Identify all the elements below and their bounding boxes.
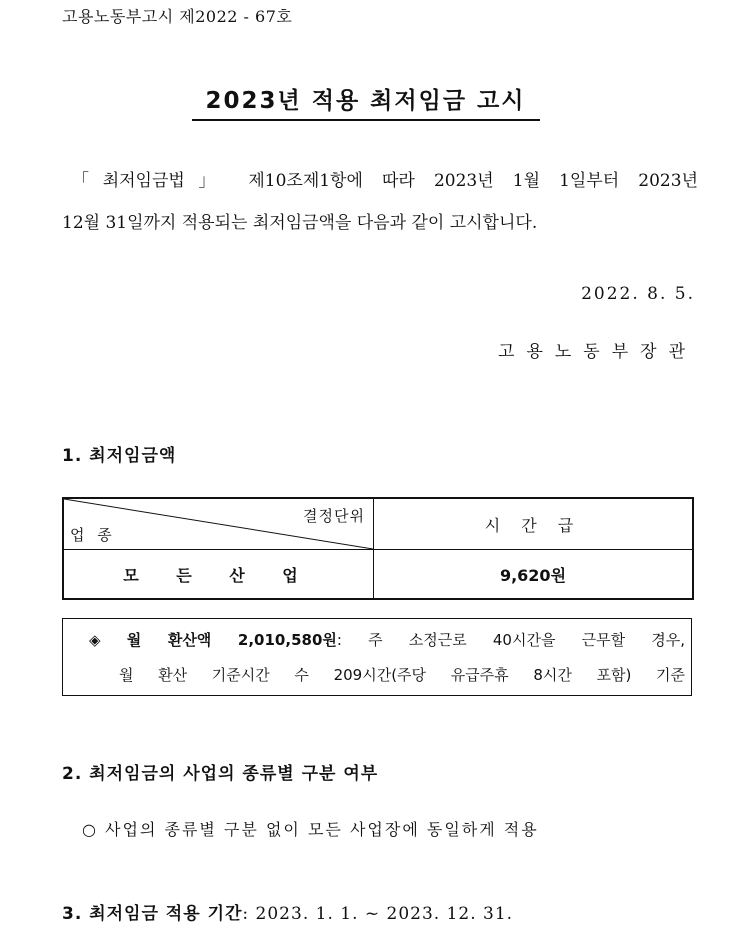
document-title-wrap <box>0 82 731 121</box>
note-bold-label: 월 환산액 2,010,580원 <box>126 631 337 649</box>
notice-body <box>62 160 698 244</box>
note-line2: 월 환산 기준시간 수 209시간(주당 유급주휴 8시간 포함) 기준 <box>119 666 685 684</box>
issuer-name: 고용노동부장관 <box>498 342 697 362</box>
section3-line <box>62 899 513 924</box>
table-header-row <box>63 498 693 550</box>
header-hourly: 시 간 급 <box>374 498 694 550</box>
minimum-wage-table <box>62 497 694 600</box>
diamond-bullet-icon: ◈ <box>89 631 101 649</box>
section3-period: : 2023. 1. 1. ~ 2023. 12. 31. <box>242 904 514 924</box>
notice-number: 고용노동부고시 제2022 - 67호 <box>62 7 293 26</box>
monthly-conversion-note <box>62 618 692 696</box>
section2-heading: 2. 최저임금의 사업의 종류별 구분 여부 <box>62 764 379 784</box>
notice-body-line1: 「최저임금법」 제10조제1항에 따라 2023년 1월 1일부터 2023년 <box>72 171 698 191</box>
notice-body-line2: 12월 31일까지 적용되는 최저임금액을 다음과 같이 고시합니다. <box>62 213 538 233</box>
table-header-diagonal-cell <box>63 498 374 550</box>
header-decision-unit: 결정단위 <box>303 507 365 525</box>
note-line1 <box>89 629 685 650</box>
section1-heading: 1. 최저임금액 <box>62 446 177 466</box>
header-industry: 업 종 <box>70 526 116 544</box>
notice-date: 2022. 8. 5. <box>581 284 695 304</box>
document-title: 2023년 적용 최저임금 고시 <box>192 82 540 121</box>
row-all-industries: 모 든 산 업 <box>63 550 374 600</box>
section2-bullet: ○ 사업의 종류별 구분 없이 모든 사업장에 동일하게 적용 <box>82 820 539 839</box>
note-line1-rest: : 주 소정근로 40시간을 근무할 경우, <box>336 631 685 649</box>
table-row <box>63 550 693 600</box>
section3-heading: 3. 최저임금 적용 기간 <box>62 904 243 924</box>
row-hourly-wage: 9,620원 <box>374 550 694 600</box>
